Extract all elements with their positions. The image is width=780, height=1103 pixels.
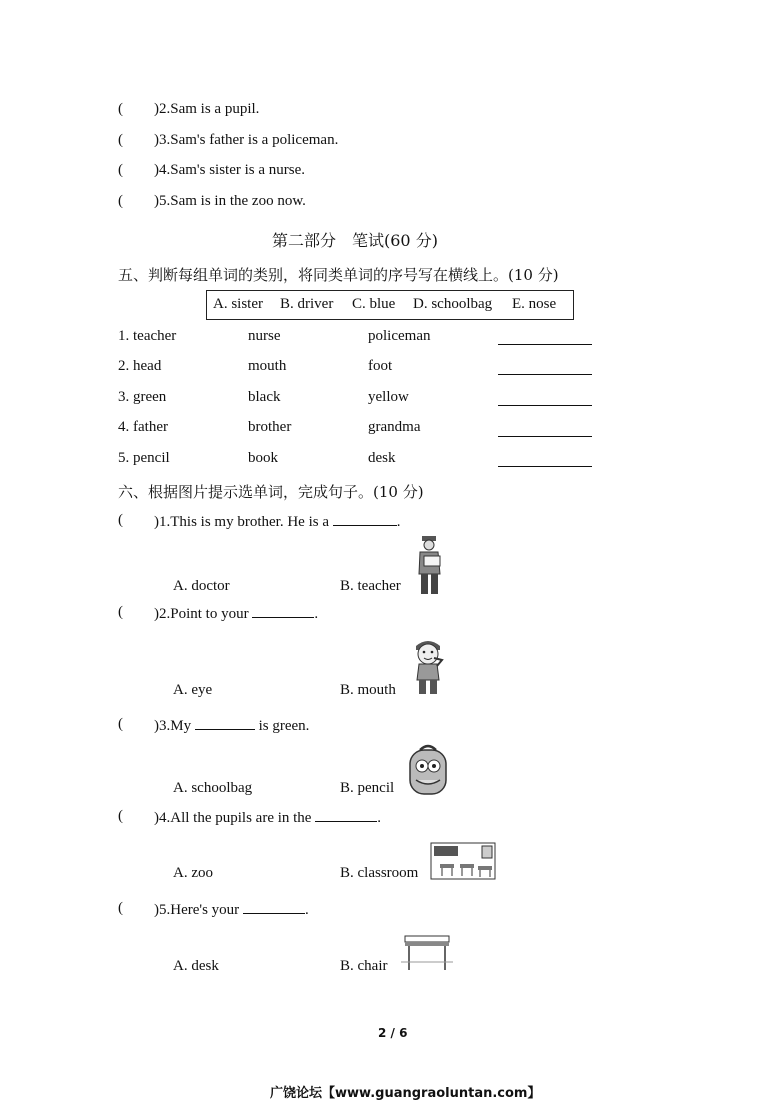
question-end: . <box>377 810 381 826</box>
answer-paren[interactable]: ( <box>118 604 123 620</box>
blank-line[interactable] <box>252 604 314 618</box>
word-cell: grandma <box>368 419 421 435</box>
statement-text: )2.Sam is a pupil. <box>154 101 260 117</box>
answer-paren[interactable]: ( <box>118 512 123 528</box>
schoolbag-icon <box>404 742 452 798</box>
answer-paren[interactable]: ( <box>118 132 123 148</box>
word-cell: desk <box>368 450 396 466</box>
choice-b[interactable]: B. chair <box>340 958 388 974</box>
word-cell: 3. green <box>118 389 167 405</box>
footer-site[interactable]: 广饶论坛【www.guangraoluntan.com】 <box>270 1086 541 1101</box>
desk-icon <box>400 932 454 974</box>
choice-b[interactable]: B. mouth <box>340 682 396 698</box>
page-number: 2 / 6 <box>378 1026 408 1040</box>
answer-paren[interactable]: ( <box>118 808 123 824</box>
option-b: B. driver <box>280 296 334 312</box>
question-text: )3.My <box>154 718 192 734</box>
option-c: C. blue <box>352 296 396 312</box>
section6-heading: 六、根据图片提示选单词，完成句子。(10 分) <box>118 483 424 501</box>
answer-paren[interactable]: ( <box>118 900 123 916</box>
word-cell: foot <box>368 358 393 374</box>
question-text: )4.All the pupils are in the <box>154 810 312 826</box>
answer-line[interactable] <box>498 391 592 406</box>
question-sentence <box>154 512 400 531</box>
answer-line[interactable] <box>498 360 592 375</box>
teacher-picture-icon <box>410 534 450 596</box>
question-text: )5.Here's your <box>154 902 240 918</box>
part-title: 第二部分 笔试(60 分) <box>272 231 438 250</box>
answer-paren[interactable]: ( <box>118 716 123 732</box>
word-cell: nurse <box>248 328 281 344</box>
word-cell: brother <box>248 419 292 435</box>
question-sentence <box>154 808 381 827</box>
statement-text: )3.Sam's father is a policeman. <box>154 132 339 148</box>
word-cell: 2. head <box>118 358 162 374</box>
choice-a[interactable]: A. doctor <box>173 578 230 594</box>
section5-heading: 五、判断每组单词的类别，将同类单词的序号写在横线上。(10 分) <box>118 266 559 284</box>
classroom-icon <box>430 842 496 880</box>
answer-paren[interactable]: ( <box>118 193 123 209</box>
answer-paren[interactable]: ( <box>118 101 123 117</box>
answer-paren[interactable]: ( <box>118 162 123 178</box>
choice-a[interactable]: A. eye <box>173 682 213 698</box>
choice-a[interactable]: A. zoo <box>173 865 213 881</box>
word-cell: policeman <box>368 328 431 344</box>
statement-text: )5.Sam is in the zoo now. <box>154 193 306 209</box>
word-cell: black <box>248 389 281 405</box>
choice-b[interactable]: B. classroom <box>340 865 419 881</box>
choice-a[interactable]: A. desk <box>173 958 219 974</box>
word-options-box <box>206 290 574 320</box>
word-cell: 4. father <box>118 419 168 435</box>
question-sentence <box>154 604 318 623</box>
question-end: is green. <box>258 718 310 734</box>
choice-a[interactable]: A. schoolbag <box>173 780 253 796</box>
statement-text: )4.Sam's sister is a nurse. <box>154 162 306 178</box>
blank-line[interactable] <box>243 900 305 914</box>
blank-line[interactable] <box>195 716 255 730</box>
answer-line[interactable] <box>498 330 592 345</box>
blank-line[interactable] <box>333 512 397 526</box>
option-a: A. sister <box>213 296 263 312</box>
choice-b[interactable]: B. pencil <box>340 780 395 796</box>
question-sentence <box>154 716 309 735</box>
question-end: . <box>314 606 319 622</box>
question-sentence <box>154 900 309 919</box>
word-cell: yellow <box>368 389 409 405</box>
choice-b[interactable]: B. teacher <box>340 578 401 594</box>
word-cell: mouth <box>248 358 287 374</box>
option-d: D. schoolbag <box>413 296 493 312</box>
word-cell: 1. teacher <box>118 328 177 344</box>
question-end: . <box>304 902 309 918</box>
question-end: . <box>396 514 401 530</box>
question-text: )1.This is my brother. He is a <box>154 514 329 530</box>
answer-line[interactable] <box>498 452 592 467</box>
answer-line[interactable] <box>498 422 592 437</box>
word-cell: book <box>248 450 278 466</box>
boy-pointing-mouth-icon <box>406 636 450 696</box>
blank-line[interactable] <box>315 808 377 822</box>
option-e: E. nose <box>512 296 557 312</box>
question-text: )2.Point to your <box>154 606 249 622</box>
word-cell: 5. pencil <box>118 450 170 466</box>
